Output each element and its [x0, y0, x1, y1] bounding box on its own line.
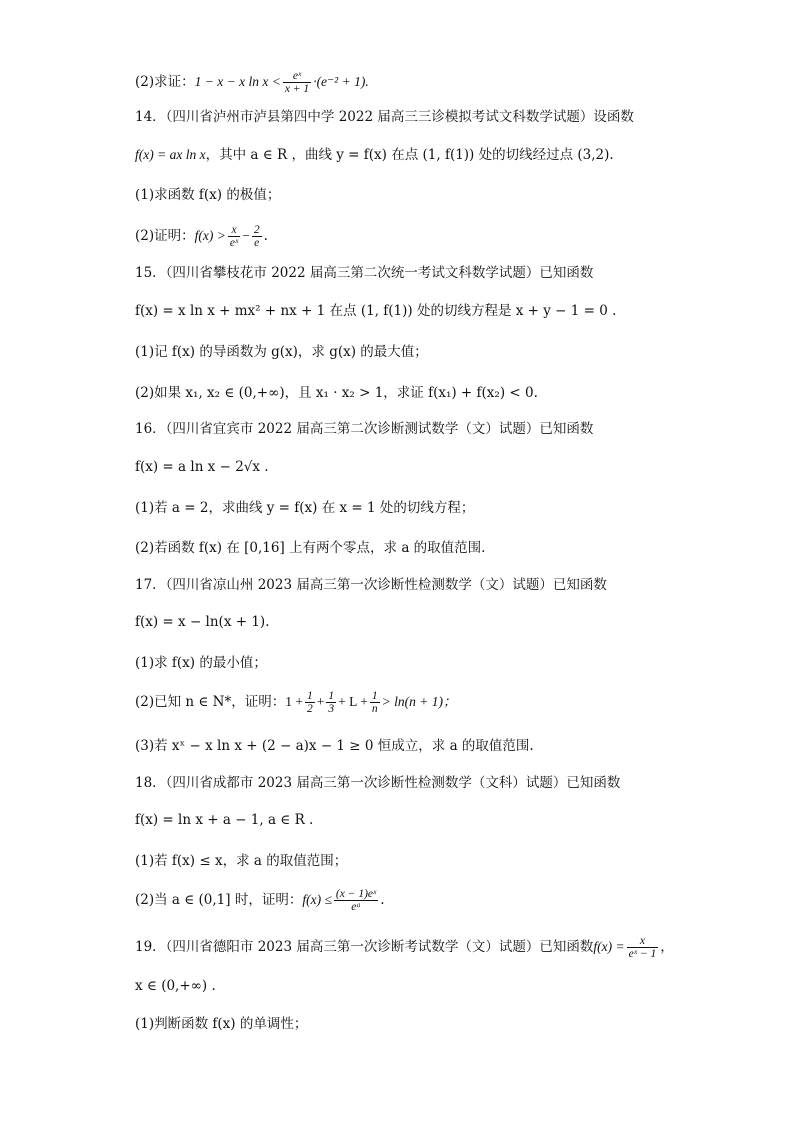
fraction-numerator: (x − 1)eˣ	[335, 888, 377, 900]
math-expression: f(x) ≤	[302, 892, 332, 907]
fraction-denominator: eˣ − 1	[628, 948, 657, 960]
fraction	[228, 224, 240, 249]
fraction-numerator: x	[627, 935, 659, 948]
fraction	[305, 690, 315, 715]
part-label: (2)当 a ∈ (0,1] 时，证明：	[135, 892, 303, 908]
p15-part2: (2)如果 x₁, x₂ ∈ (0,+∞)，且 x₁ · x₂ > 1，求证 f(x₁) + f(x₂) < 0.	[135, 385, 538, 401]
math-expression: 1 +	[285, 694, 303, 709]
fraction	[627, 935, 659, 960]
fraction-denominator: x + 1	[284, 83, 310, 95]
p14-part2	[135, 224, 268, 249]
p18-header: 18．（四川省成都市 2023 届高三第一次诊断性检测数学（文科）试题）已知函数	[135, 775, 621, 791]
p17-definition: f(x) = x − ln(x + 1).	[135, 614, 270, 630]
p14-header: 14．（四川省泸州市泸县第四中学 2022 届高三三诊模拟考试文科数学试题）设函数	[135, 109, 634, 125]
p16-definition: f(x) = a ln x − 2√x .	[135, 459, 269, 475]
p16-header: 16．（四川省宜宾市 2022 届高三第二次诊断测试数学（文）试题）已知函数	[135, 421, 594, 437]
p19-header	[135, 935, 674, 960]
operator: + L +	[338, 694, 368, 709]
definition-text: ，其中 a ∈ R ，曲线 y = f(x) 在点 (1, f(1)) 处的切线经过点 (3,2).	[205, 147, 614, 163]
p19-domain: x ∈ (0,+∞) .	[135, 978, 216, 994]
p17-header: 17．（四川省凉山州 2023 届高三第一次诊断性检测数学（文）试题）已知函数	[135, 577, 607, 593]
math-expression: f(x) = ax ln x	[135, 147, 206, 162]
fraction-denominator: n	[371, 703, 378, 715]
p19-part1: (1)判断函数 f(x) 的单调性；	[135, 1016, 308, 1032]
fraction	[370, 690, 380, 715]
p14-definition	[135, 144, 614, 166]
p14-part1: (1)求函数 f(x) 的极值；	[135, 187, 281, 203]
p18-part1: (1)若 f(x) ≤ x，求 a 的取值范围；	[135, 853, 348, 869]
punctuation: ，	[660, 939, 674, 955]
fraction-numerator: 1	[371, 690, 378, 702]
math-expression: f(x) >	[194, 228, 226, 243]
operator: +	[316, 694, 325, 709]
fraction-numerator: eˣ	[283, 70, 311, 83]
math-expression: > ln(n + 1)；	[381, 694, 457, 709]
fraction-numerator: 1	[328, 690, 335, 702]
p15-header: 15．（四川省攀枝花市 2022 届高三第二次统一考试文科数学试题）已知函数	[135, 265, 594, 281]
p18-definition: f(x) = ln x + a − 1, a ∈ R .	[135, 812, 314, 828]
p15-part1: (1)记 f(x) 的导函数为 g(x)，求 g(x) 的最大值；	[135, 344, 428, 360]
fraction	[326, 690, 336, 715]
p17-part2	[135, 690, 456, 715]
p16-part2: (2)若函数 f(x) 在 [0,16] 上有两个零点，求 a 的取值范围.	[135, 540, 486, 556]
math-expression: f(x) =	[593, 939, 625, 954]
math-expression: 1 − x − x ln x <	[194, 74, 281, 89]
p15-definition: f(x) = x ln x + mx² + nx + 1 在点 (1, f(1)) 处的切线方程是 x + y − 1 = 0 .	[135, 303, 617, 319]
fraction	[334, 888, 378, 913]
operator: −	[242, 228, 250, 243]
p17-part3: (3)若 xˣ − x ln x + (2 − a)x − 1 ≥ 0 恒成立，求 a 的取值范围.	[135, 738, 534, 754]
fraction	[252, 224, 262, 249]
fraction-numerator: 2	[253, 224, 260, 236]
part-label: (2)证明：	[135, 228, 195, 244]
punctuation: .	[263, 228, 268, 244]
fraction-denominator: e	[254, 237, 260, 249]
part-label: (2)已知 n ∈ N*，证明：	[135, 694, 286, 710]
math-expression: ·(e⁻² + 1).	[313, 74, 369, 89]
p17-part1: (1)求 f(x) 的最小值；	[135, 655, 267, 671]
fraction-numerator: x	[228, 224, 240, 237]
problem-header: 19．（四川省德阳市 2023 届高三第一次诊断考试数学（文）试题）已知函数	[135, 939, 594, 955]
punctuation: .	[380, 892, 385, 908]
p16-part1: (1)若 a = 2，求曲线 y = f(x) 在 x = 1 处的切线方程；	[135, 500, 475, 516]
fraction-denominator: 2	[307, 703, 313, 715]
fraction-denominator: 3	[328, 703, 335, 715]
fraction-denominator: eᵃ	[351, 901, 361, 913]
p18-part2	[135, 888, 385, 913]
fraction-denominator: eˣ	[229, 237, 239, 249]
p13-part2	[135, 70, 369, 95]
part-label: (2)求证：	[135, 74, 195, 90]
fraction	[283, 70, 311, 95]
fraction-numerator: 1	[307, 690, 313, 702]
